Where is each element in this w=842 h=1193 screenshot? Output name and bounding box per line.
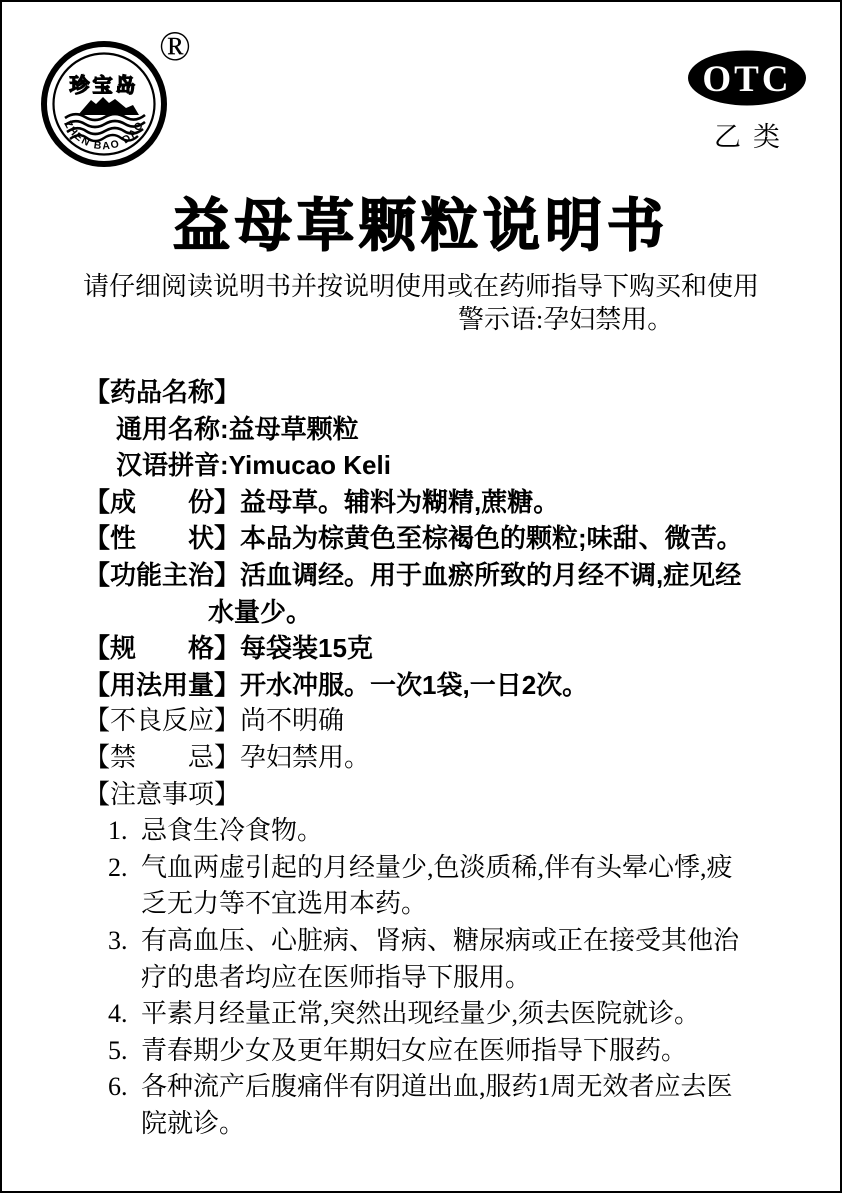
logo-romanized-text: ZHEN BAO DAO — [61, 118, 147, 153]
section-text: 活血调经。用于血瘀所致的月经不调,症见经水量少。 — [208, 559, 742, 627]
precaution-text: 有高血压、心脏病、肾病、糖尿病或正在接受其他治疗的患者均应在医师指导下服用。 — [141, 925, 740, 992]
registered-trademark-icon: ® — [159, 24, 191, 70]
section-description — [84, 520, 758, 557]
precaution-item — [84, 850, 758, 923]
section-text: 每袋装15克 — [240, 633, 373, 664]
precaution-item — [84, 1069, 758, 1142]
precaution-item — [84, 996, 758, 1033]
pinyin-line: 汉语拼音:Yimucao Keli — [116, 450, 391, 481]
section-contraindications — [84, 740, 758, 777]
section-label: 【药品名称】 — [84, 377, 241, 407]
notice-block — [2, 270, 840, 336]
section-label: 【不良反应】 — [84, 706, 241, 736]
precaution-number: 4. — [108, 999, 128, 1029]
precaution-text: 青春期少女及更年期妇女应在医师指导下服药。 — [141, 1035, 688, 1065]
section-label: 【注意事项】 — [84, 779, 241, 809]
precaution-text: 平素月经量正常,突然出现经量少,须去医院就诊。 — [141, 999, 701, 1029]
logo-seal-text: 珍宝岛 — [69, 75, 139, 97]
section-label: 【规 格】 — [84, 633, 241, 664]
brand-logo — [38, 24, 238, 176]
precaution-text: 各种流产后腹痛伴有阴道出血,服药1周无效者应去医院就诊。 — [141, 1072, 733, 1138]
precaution-number: 3. — [108, 925, 128, 955]
section-text: 尚不明确 — [240, 706, 345, 736]
section-text: 开水冲服。一次1袋,一日2次。 — [240, 669, 589, 700]
zhenbaodao-seal-icon — [38, 36, 170, 172]
section-precautions — [84, 777, 758, 814]
section-specification — [84, 630, 758, 667]
otc-badge — [684, 50, 810, 154]
precaution-number: 1. — [108, 816, 128, 846]
section-dosage — [84, 667, 758, 704]
section-label: 【用法用量】 — [84, 669, 241, 700]
precaution-text: 忌食生冷食物。 — [141, 816, 324, 846]
page-title: 益母草颗粒说明书 — [173, 194, 669, 258]
section-text: 益母草。辅料为糊精,蔗糖。 — [240, 486, 560, 517]
precaution-number: 6. — [108, 1072, 128, 1102]
generic-name-line: 通用名称:益母草颗粒 — [116, 413, 359, 444]
precaution-text: 气血两虚引起的月经量少,色淡质稀,伴有头晕心悸,疲乏无力等不宜选用本药。 — [141, 852, 733, 919]
section-text: 孕妇禁用。 — [240, 742, 371, 772]
precaution-number: 2. — [108, 852, 128, 882]
precaution-item — [84, 813, 758, 850]
section-label: 【性 状】 — [84, 523, 241, 554]
section-label: 【成 份】 — [84, 486, 241, 517]
otc-ellipse-icon — [684, 50, 810, 108]
island-icon — [78, 97, 139, 115]
section-drug-name — [84, 374, 758, 411]
precautions-list — [84, 813, 758, 1142]
warning-statement: 警示语:孕妇禁用。 — [458, 305, 674, 334]
section-text: 本品为棕黄色至棕褐色的颗粒;味甜、微苦。 — [240, 523, 743, 554]
otc-category-label: 乙类 — [714, 122, 792, 152]
otc-label: OTC — [702, 59, 792, 100]
insert-content — [2, 374, 840, 1142]
section-ingredients — [84, 484, 758, 521]
precaution-item — [84, 923, 758, 996]
read-instructions-notice: 请仔细阅读说明书并按说明使用或在药师指导下购买和使用 — [82, 272, 759, 301]
section-label: 【功能主治】 — [84, 559, 241, 590]
section-indications — [84, 557, 758, 630]
section-adverse-reactions — [84, 703, 758, 740]
section-label: 【禁 忌】 — [84, 742, 241, 772]
header — [2, 2, 840, 180]
precaution-item — [84, 1033, 758, 1070]
precaution-number: 5. — [108, 1035, 128, 1065]
